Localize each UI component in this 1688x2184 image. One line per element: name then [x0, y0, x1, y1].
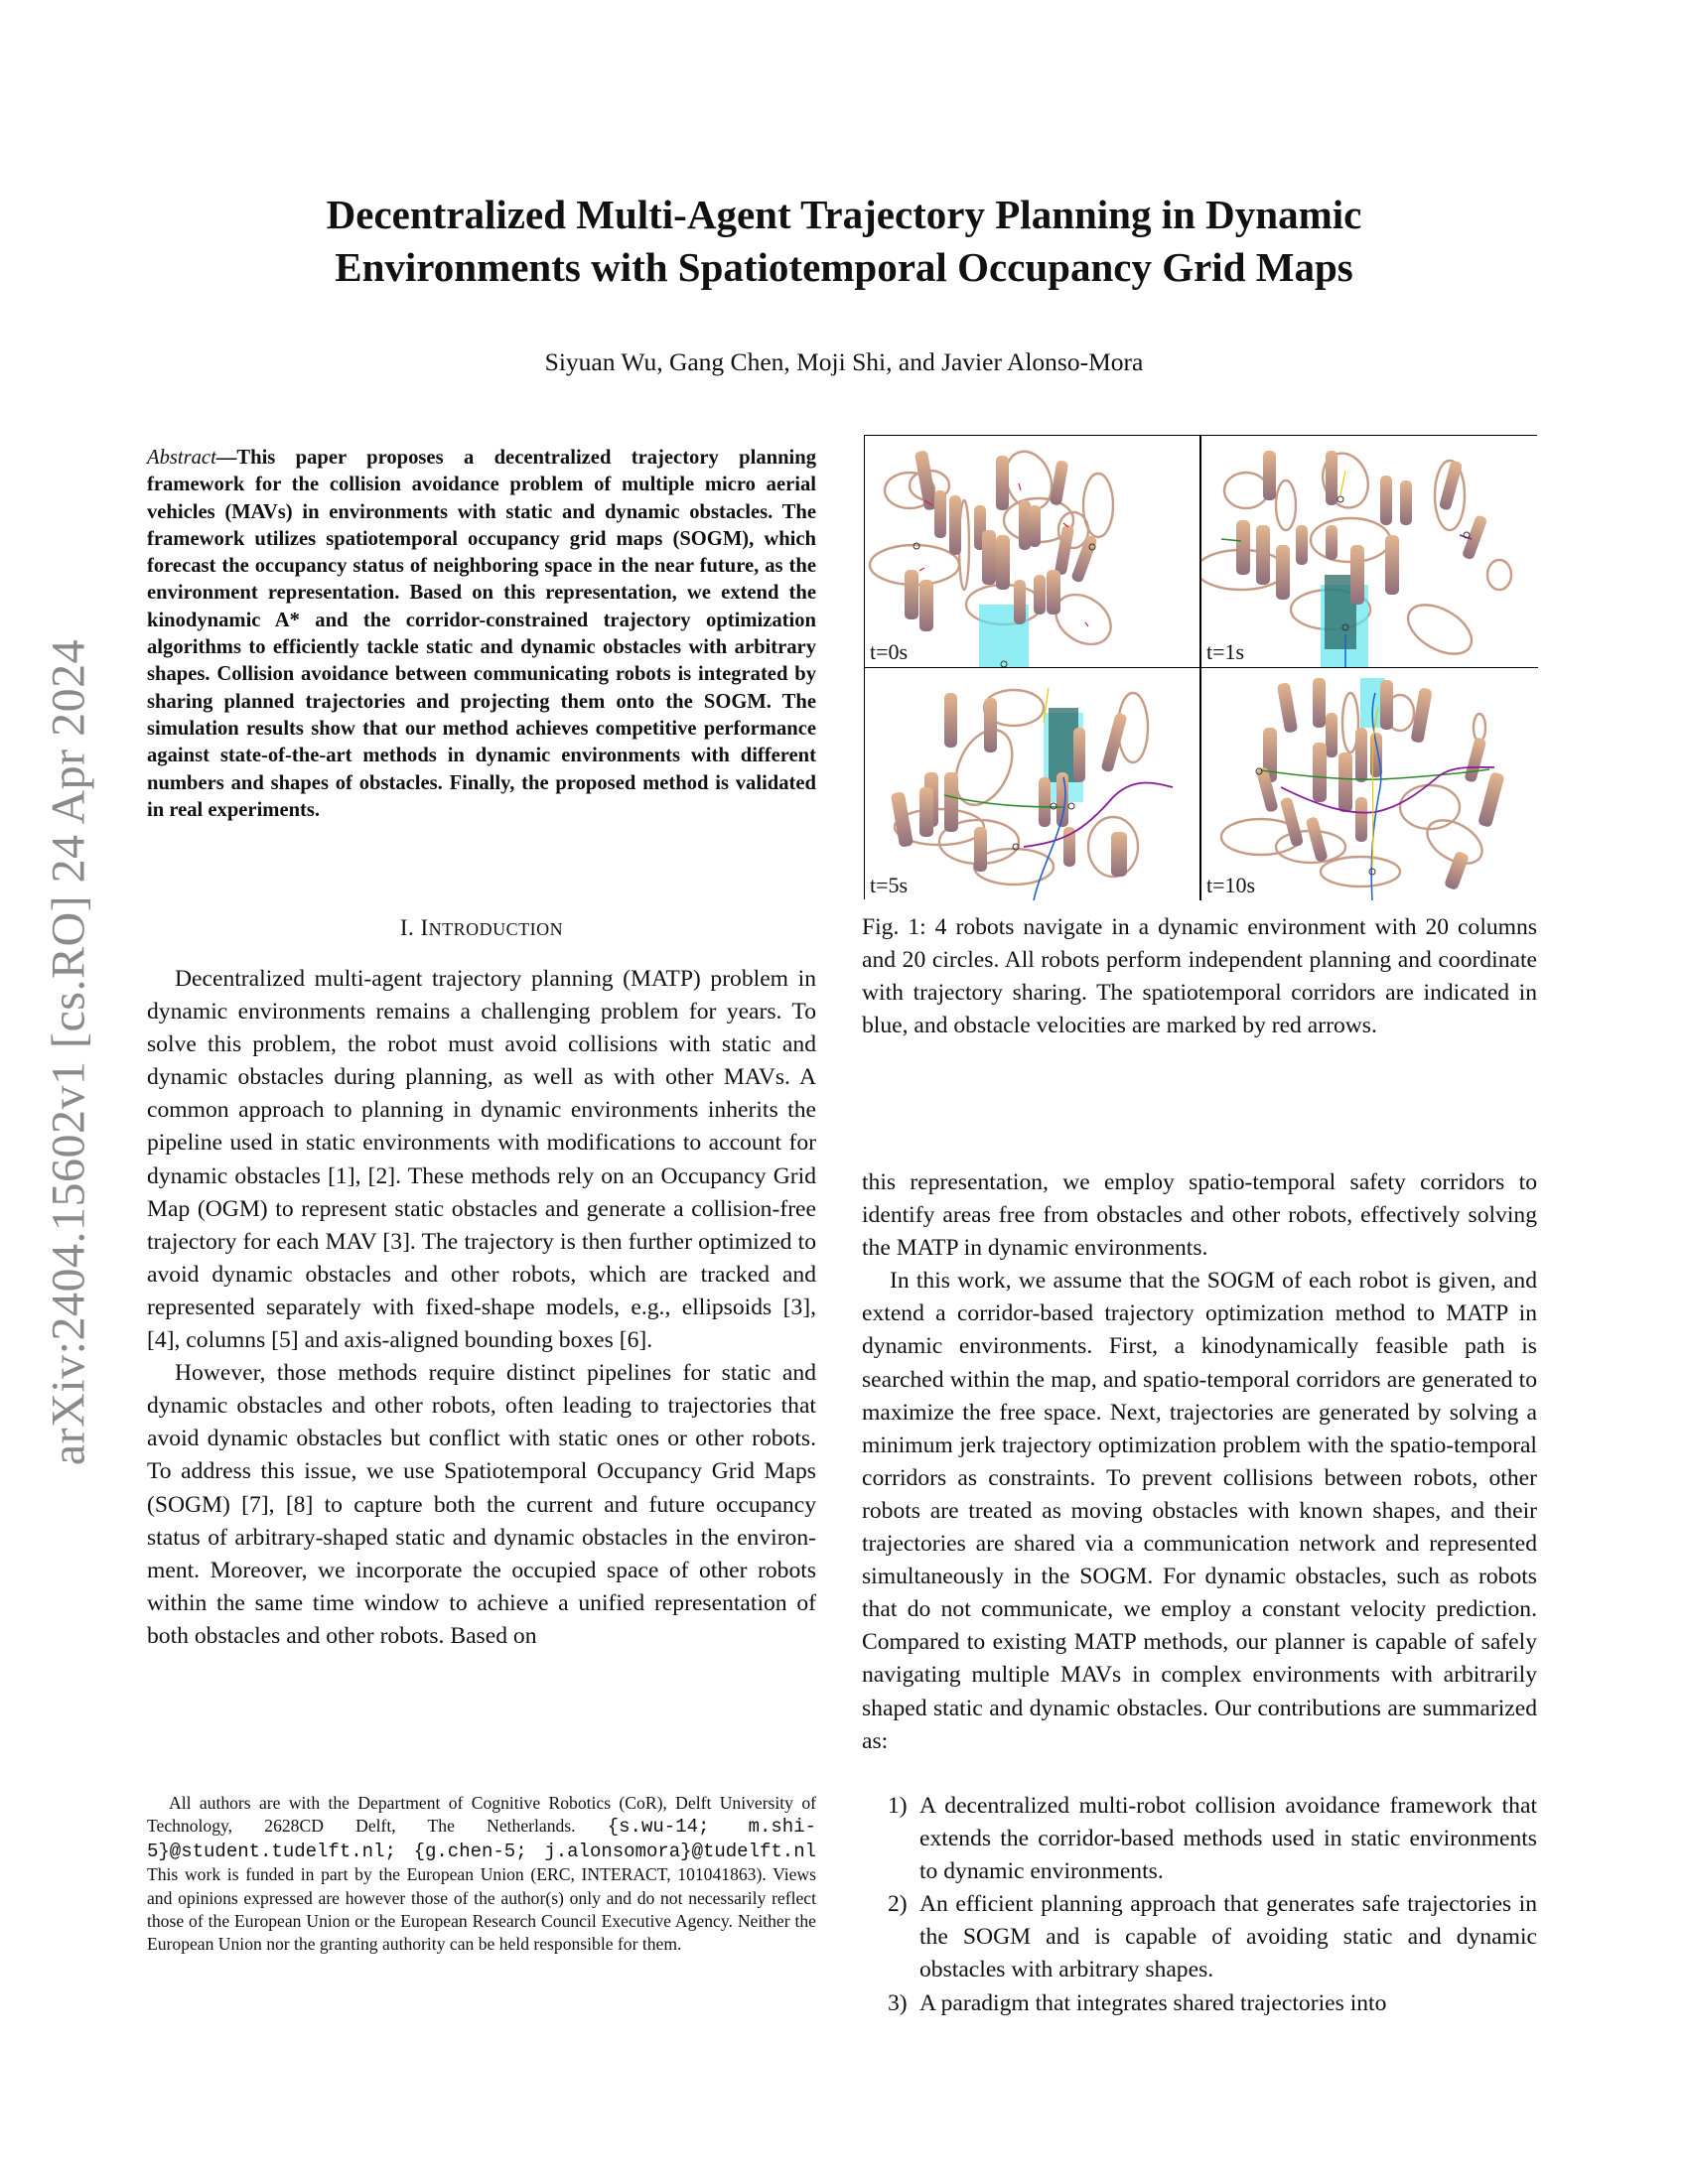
arxiv-sidebar-stamp	[42, 556, 95, 1549]
footnote-funding: This work is funded in part by the European Union (ERC, INTERACT, 101041863). Views and opinions expressed are however those of the author(s) only and do not necessarily reflect those of the European Union or the European Research Council Executive Agency. Neither the European Union nor the granting authority can be held responsible for them.	[147, 1864, 816, 1955]
section-numeral: I.	[399, 915, 421, 940]
abstract	[147, 445, 816, 824]
figure-panel-t10	[1201, 668, 1538, 900]
intro-paragraph-1: Decentralized multi-agent trajectory planning (MATP) problem in dynamic environments remains a challenging problem for years. To solve this problem, the robot must avoid collisions with static and dynamic obstacles during planning, as well as with other MAVs. A common approach to planning in dynamic environments inherits the pipeline used in static environments with modifications to account for dynamic obstacles [1], [2]. These methods rely on an Occupancy Grid Map (OGM) to represent static obstacles and generate a collision-free trajectory for each MAV [3]. The trajectory is then further optimized to avoid dynamic obstacles and other robots, which are tracked and represented separately with fixed-shape models, e.g., ellipsoids [3], [4], columns [5] and axis-aligned bounding boxes [6].	[147, 966, 816, 1354]
paper-title	[179, 189, 1509, 294]
footnote-emails: {s.wu-14; m.shi-5}@student.tudelft.nl; {g.chen-5; j.alonsomora}@tudelft.nl	[147, 1816, 816, 1862]
panel-time-label: t=1s	[1206, 639, 1245, 664]
affiliation-footnote	[147, 1792, 816, 1957]
section-heading-first-letter: I	[420, 915, 429, 940]
right-column-body	[862, 1166, 1537, 1758]
simulation-scene-t0	[865, 436, 1201, 668]
author-list: Siyuan Wu, Gang Chen, Moji Shi, and Javier Alonso-Mora	[544, 347, 1144, 376]
contribution-item	[862, 1888, 1537, 1986]
intro-paragraph-2: However, those methods require distinct pipelines for static and dynamic obstacles and other robots, often leading to trajectories that avoid dynamic obstacles but conflict with static ones or other robots. To address this issue, we use Spatiotemporal Occupancy Grid Maps (SOGM) [7], [8] to capture both the current and future occupancy status of arbitrary-shaped static and dynamic obstacles in the environment. Moreover, we incorporate the occupied space of other robots within the same time window to achieve a unified representation of both obstacles and other robots. Based on	[147, 1360, 816, 1649]
section-heading-rest: NTRODUCTION	[428, 919, 564, 939]
contribution-text: A paradigm that integrates shared trajectories into	[919, 1989, 1387, 2016]
figure-panel-t5	[865, 668, 1201, 900]
panel-time-label: t=5s	[870, 873, 909, 897]
panel-time-label: t=10s	[1206, 873, 1256, 897]
simulation-scene-t1	[1201, 436, 1538, 668]
section-heading-introduction	[147, 915, 816, 941]
figure-1-caption: Fig. 1: 4 robots navigate in a dynamic environment with 20 columns and 20 circles. All robots perform independent planning and coordinate with trajectory sharing. The spatiotemporal corridors are indicated in blue, and obstacle velocities are marked by red arrows.	[862, 914, 1537, 1039]
panel-time-label: t=0s	[870, 639, 909, 664]
figure-1	[864, 435, 1537, 899]
right-paragraph-1: this representation, we employ spatio-temporal safety corridors to identify areas free from obstacles and other robots, effectively solving the MATP in dynamic environments.	[862, 1169, 1537, 1262]
right-paragraph-2: In this work, we assume that the SOGM of each robot is given, and extend a corridor-based trajectory optimization method to MATP in dynamic environments. First, a kinodynamically feasible path is searched within the map, and spatio-temporal corridors are generated to maximize the free space. Next, trajectories are generated by solving a minimum jerk trajectory optimization problem with the spatio-temporal corridors as constraints. To prevent collisions between robots, other robots are treated as moving obstacles with known shapes, and their trajectories are shared via a communication network and represented simultaneously in the SOGM. For dynamic obstacles, such as robots that do not communicate, we employ a constant velocity prediction. Compared to existing MATP methods, our planner is capable of safely navigating multiple MAVs in complex environments with arbitrarily shaped static and dynamic obstacles. Our contributions are summarized as:	[862, 1268, 1537, 1754]
simulation-scene-t5	[865, 668, 1201, 900]
title-line-1: Decentralized Multi-Agent Trajectory Planning in Dynamic	[326, 192, 1362, 237]
title-line-2: Environments with Spatiotemporal Occupancy Grid Maps	[335, 244, 1353, 290]
contributions-list	[862, 1790, 1537, 2020]
arxiv-id: arXiv:2404.15602v1 [cs.RO] 24 Apr 2024	[42, 638, 95, 1466]
abstract-label: Abstract	[147, 447, 216, 469]
contribution-item	[862, 1790, 1537, 1888]
contribution-text: An efficient planning approach that generates safe trajectories in the SOGM and is capable of avoiding static and dynamic obstacles with arbitrary shapes.	[919, 1891, 1537, 1983]
abstract-dash: —	[215, 447, 237, 469]
contribution-number: 2)	[888, 1891, 908, 1918]
figure-panel-t1	[1201, 436, 1538, 668]
footnote-affiliation: All authors are with the Department of Cognitive Robotics (CoR), Delft University of Technology, 2628CD Delft, The Netherlands.	[147, 1793, 816, 1837]
abstract-text: This paper proposes a decentralized trajectory planning framework for the collision avoidance problem of multiple micro aerial vehicles (MAVs) in environments with static and dynamic obstacles. The framework utilizes spatiotemporal occupancy grid maps (SOGM), which forecast the occupancy status of neighboring space in the near future, as the environment representation. Based on this representation, we extend the kinodynamic A* and the corridor-constrained trajectory optimization algorithms to efficiently tackle static and dynamic obstacles with arbitrary shapes. Collision avoidance between communicating robots is integrated by sharing planned trajectories and projecting them onto the SOGM. The simulation results show that our method achieves competitive performance against state-of-the-art methods in dynamic environments with different numbers and shapes of obstacles. Finally, the proposed method is validated in real experiments.	[147, 447, 816, 821]
contribution-number: 1)	[888, 1793, 908, 1819]
contribution-text: A decentralized multi-robot collision avoidance framework that extends the corridor-based methods used in static environments to dynamic environments.	[919, 1793, 1537, 1885]
contribution-number: 3)	[888, 1989, 908, 2016]
contribution-item	[862, 1987, 1537, 2020]
introduction-body	[147, 963, 816, 1653]
figure-panel-t0	[865, 436, 1201, 668]
simulation-scene-t10	[1201, 668, 1538, 900]
